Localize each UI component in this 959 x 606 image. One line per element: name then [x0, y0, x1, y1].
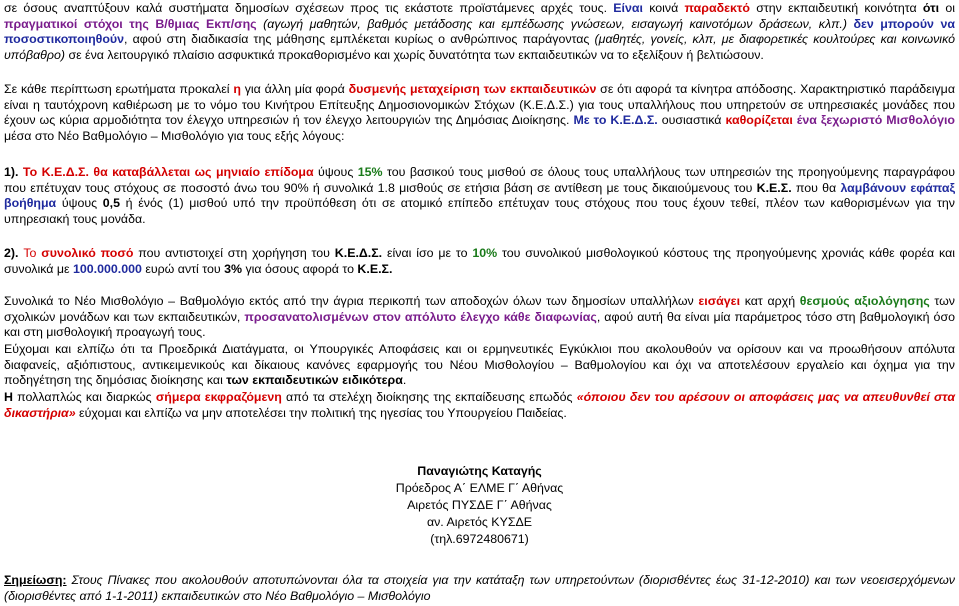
p2-text-g: ουσιαστικά	[657, 113, 726, 128]
p3-text-e: του βασικού τους μισθού σε όλους τους υπαλλήλους των υπηρεσιών της προηγούμενης παραγράφου που επέτυχαν τους στόχους σε ποσοστό άνω του 90% ή συνολικά 1.8 μισθούς σε ετήσια βάση σε αντίθεση με τους δικαιούμενους του	[4, 165, 955, 195]
signature-line-1: Πρόεδρος Α΄ ΕΛΜΕ Γ΄ Αθήνας	[395, 481, 564, 495]
p2-text-k: μέσα στο Νέο Βαθμολόγιο – Μισθολόγιο για τους εξής λόγους:	[4, 128, 345, 143]
p4-text-i: 100.000.000	[72, 261, 142, 276]
p4-text-h: του συνολικού μισθολογικού κόστους της προηγούμενης χρονιάς κάθε φορέα και συνολικά με	[4, 246, 955, 276]
p2-text-d: δυσμενής μεταχείριση των εκπαιδευτικών	[348, 82, 597, 96]
p1-text-h: πραγματικοί στόχοι της Β/θμιας Εκπ/σης	[4, 16, 257, 31]
p3-text-i: ύψους	[56, 196, 103, 211]
p1-text-j: δεν μπορούν να ποσοστικοποιηθούν	[4, 16, 955, 47]
p2-text-a: Σε κάθε περίπτωση ερωτήματα προκαλεί	[4, 82, 234, 96]
p3-text-c: ύψους	[313, 165, 358, 179]
paragraph-4	[4, 246, 955, 277]
p4-text-j: ευρώ αντί του	[141, 261, 225, 276]
signature-line-2: Αιρετός ΠΥΣΔΕ Γ΄ Αθήνας	[407, 498, 552, 512]
p5-text-c: κατ αρχή	[740, 294, 800, 308]
paragraph-7	[4, 390, 955, 421]
p3-text-j: 0,5	[102, 196, 120, 211]
p3-text-g: που θα	[791, 180, 841, 195]
p7-text-c: σήμερα εκφραζόμενη	[155, 390, 282, 404]
p2-text-b: η	[233, 82, 241, 96]
p1-text-a: σε όσους αναπτύξουν καλά συστήματα δημοσίων σχέσεων προς τις εκάστοτε προϊστάμενες αρχές τους.	[4, 1, 614, 15]
p7-text-d: από τα στελέχη διοίκησης της εκπαίδευσης επωδός	[281, 390, 577, 404]
p6-text-d: .	[402, 373, 407, 388]
p4-text-e: Κ.Ε.Δ.Σ.	[334, 246, 383, 260]
p6-text-b: και όχημα για την ποδηγέτηση της δημόσιας διοίκησης και	[4, 357, 955, 388]
p5-text-b: εισάγει	[698, 294, 741, 308]
p5-text-a: Συνολικά το Νέο Μισθολόγιο – Βαθμολόγιο εκτός από την άγρια περικοπή των αποδοχών όλων των δημοσίων υπαλλήλων	[4, 294, 699, 308]
p7-text-a: Η	[4, 390, 13, 404]
p4-text-a: 2).	[4, 246, 24, 260]
p4-text-f: είναι ίσο με το	[382, 246, 473, 260]
p1-text-e: στην εκπαιδευτική κοινότητα	[749, 1, 923, 15]
p3-text-h: λαμβάνουν εφάπαξ βοήθημα	[4, 180, 955, 211]
p2-text-f: Με το Κ.Ε.Δ.Σ.	[573, 113, 658, 128]
signature-block	[0, 464, 959, 549]
paragraph-1	[4, 1, 955, 63]
note-paragraph	[4, 573, 955, 604]
paragraph-5	[4, 294, 955, 341]
p5-text-f: προσανατολισμένων στον απόλυτο έλεγχο κάθε διαφωνίας	[244, 309, 597, 324]
paragraph-3	[4, 165, 955, 227]
p1-text-m: σε ένα λειτουργικό πλαίσιο ασφυκτικά προκαθορισμένο και χωρίς δυνατότητα των εκπαιδευτικών να το εξελίξουν ή βελτιώσουν.	[65, 47, 764, 62]
p1-text-l: (μαθητές, γονείς, κλπ, με διαφορετικές κουλτούρες και κοινωνικό υπόβαθρο)	[4, 32, 955, 62]
p1-text-g: οι	[939, 1, 956, 15]
p3-text-a: 1).	[4, 165, 23, 179]
signature-line-4: (τηλ.6972480671)	[430, 532, 529, 546]
p3-text-f: Κ.Ε.Σ.	[756, 180, 792, 195]
note-text: Στους Πίνακες που ακολουθούν αποτυπώνονται όλα τα στοιχεία για την κατάταξη των υπηρετούντων (διορισθέντες έως 31-12-2010) και των νεοεισερχόμενων (διορισθέντες από 1-1-2011) εκπαιδευτικών στο Νέο Βαθμολόγιο – Μισθολόγιο	[4, 573, 955, 603]
p4-text-m: Κ.Ε.Σ.	[357, 261, 393, 276]
p2-text-h: καθορίζεται	[725, 113, 793, 128]
signature-name: Παναγιώτης Καταγής	[417, 464, 542, 478]
p1-text-d: παραδεκτό	[684, 1, 750, 15]
p1-text-c: κοινά	[642, 1, 685, 15]
p4-text-c: συνολικό ποσό	[41, 246, 134, 260]
p2-text-e: σε ότι αφορά τα κίνητρα απόδοσης. Χαρακτηριστικό παράδειγμα είναι η ταυτόχρονη καθιέρωση με το νόμο του Κινήτρου Επίτευξης Δημοσιονομικών Στόχων (Κ.Ε.Δ.Σ.) για τους υπαλλήλους που υπηρετούν σε υπηρεσιακές μονάδες που έχουν ως κύρια αρμοδιότητα τον έλεγχο υπηρεσιών ή τον έλεγχο λειτουργιών της Δημόσιας Διοίκησης.	[4, 82, 955, 128]
p4-text-b: Το	[23, 246, 42, 260]
note-label: Σημείωση:	[4, 573, 67, 587]
p2-text-j: ένα ξεχωριστό Μισθολόγιο	[796, 113, 956, 128]
p3-text-k: ή ένός (1) μισθού υπό την προϋπόθεση ότι σε ατομικό επίπεδο επέτυχαν τους στόχους που τους έχουν τεθεί, πλέον των καθορισμένων για την υπηρεσιακή τους μονάδα.	[4, 196, 955, 226]
signature-line-3: αν. Αιρετός ΚΥΣΔΕ	[426, 515, 533, 529]
p1-text-k: , αφού στη διαδικασία της μάθησης εμπλέκεται κυρίως ο ανθρώπινος παράγοντας	[124, 32, 595, 47]
p7-text-f: εύχομαι και ελπίζω να μην αποτελέσει την πολιτική της ηγεσίας του Υπουργείου Παιδείας.	[75, 405, 567, 420]
p7-text-e: «όποιου δεν του αρέσουν οι αποφάσεις μας να απευθυνθεί στα δικαστήρια»	[4, 390, 955, 420]
p4-text-g: 10%	[472, 246, 498, 260]
p3-text-b: Το Κ.Ε.Δ.Σ. θα καταβάλλεται ως μηνιαίο επίδομα	[22, 165, 314, 179]
p5-text-g: , αφού αυτή θα είναι μία παράμετρος τόσο στη βαθμολογική όσο και στη μισθολογική προαγωγή τους.	[4, 309, 955, 340]
p4-text-k: 3%	[224, 261, 242, 276]
p6-text-a: Εύχομαι και ελπίζω ότι τα Προεδρικά Διατάγματα, οι Υπουργικές Αποφάσεις και οι ερμηνευτικές Εγκύκλιοι που ακολουθούν να ορίσουν και να προωθήσουν απόλυτα διαφανείς, αξιόπιστους, αντικειμενικούς και δίκαιους κανόνες εφαρμογής του Νέου Μισθολογίου – Βαθμολογίου και όχι να αποτελέσουν εργαλείο	[4, 342, 955, 372]
p1-text-f: ότι	[922, 1, 940, 15]
p7-text-b: πολλαπλώς και διαρκώς	[12, 390, 156, 404]
p4-text-d: που αντιστοιχεί στη χορήγηση του	[133, 246, 335, 260]
p1-text-i: (αγωγή μαθητών, βαθμός μετάδοσης και εμπέδωσης γνώσεων, εισαγωγή καινοτόμων δράσεων, κλπ.)	[256, 16, 854, 31]
p1-text-b: Είναι	[613, 1, 643, 15]
p3-text-d: 15%	[357, 165, 383, 179]
p5-text-d: θεσμούς αξιολόγησης	[799, 294, 930, 308]
paragraph-2	[4, 82, 955, 144]
paragraph-6	[4, 342, 955, 389]
p6-text-c: των εκπαιδευτικών ειδικότερα	[226, 373, 403, 388]
p2-text-c: για άλλη μία φορά	[240, 82, 349, 96]
p5-text-e: των σχολικών μονάδων και των εκπαιδευτικών,	[4, 294, 955, 324]
p4-text-l: για όσους αφορά το	[242, 261, 358, 276]
